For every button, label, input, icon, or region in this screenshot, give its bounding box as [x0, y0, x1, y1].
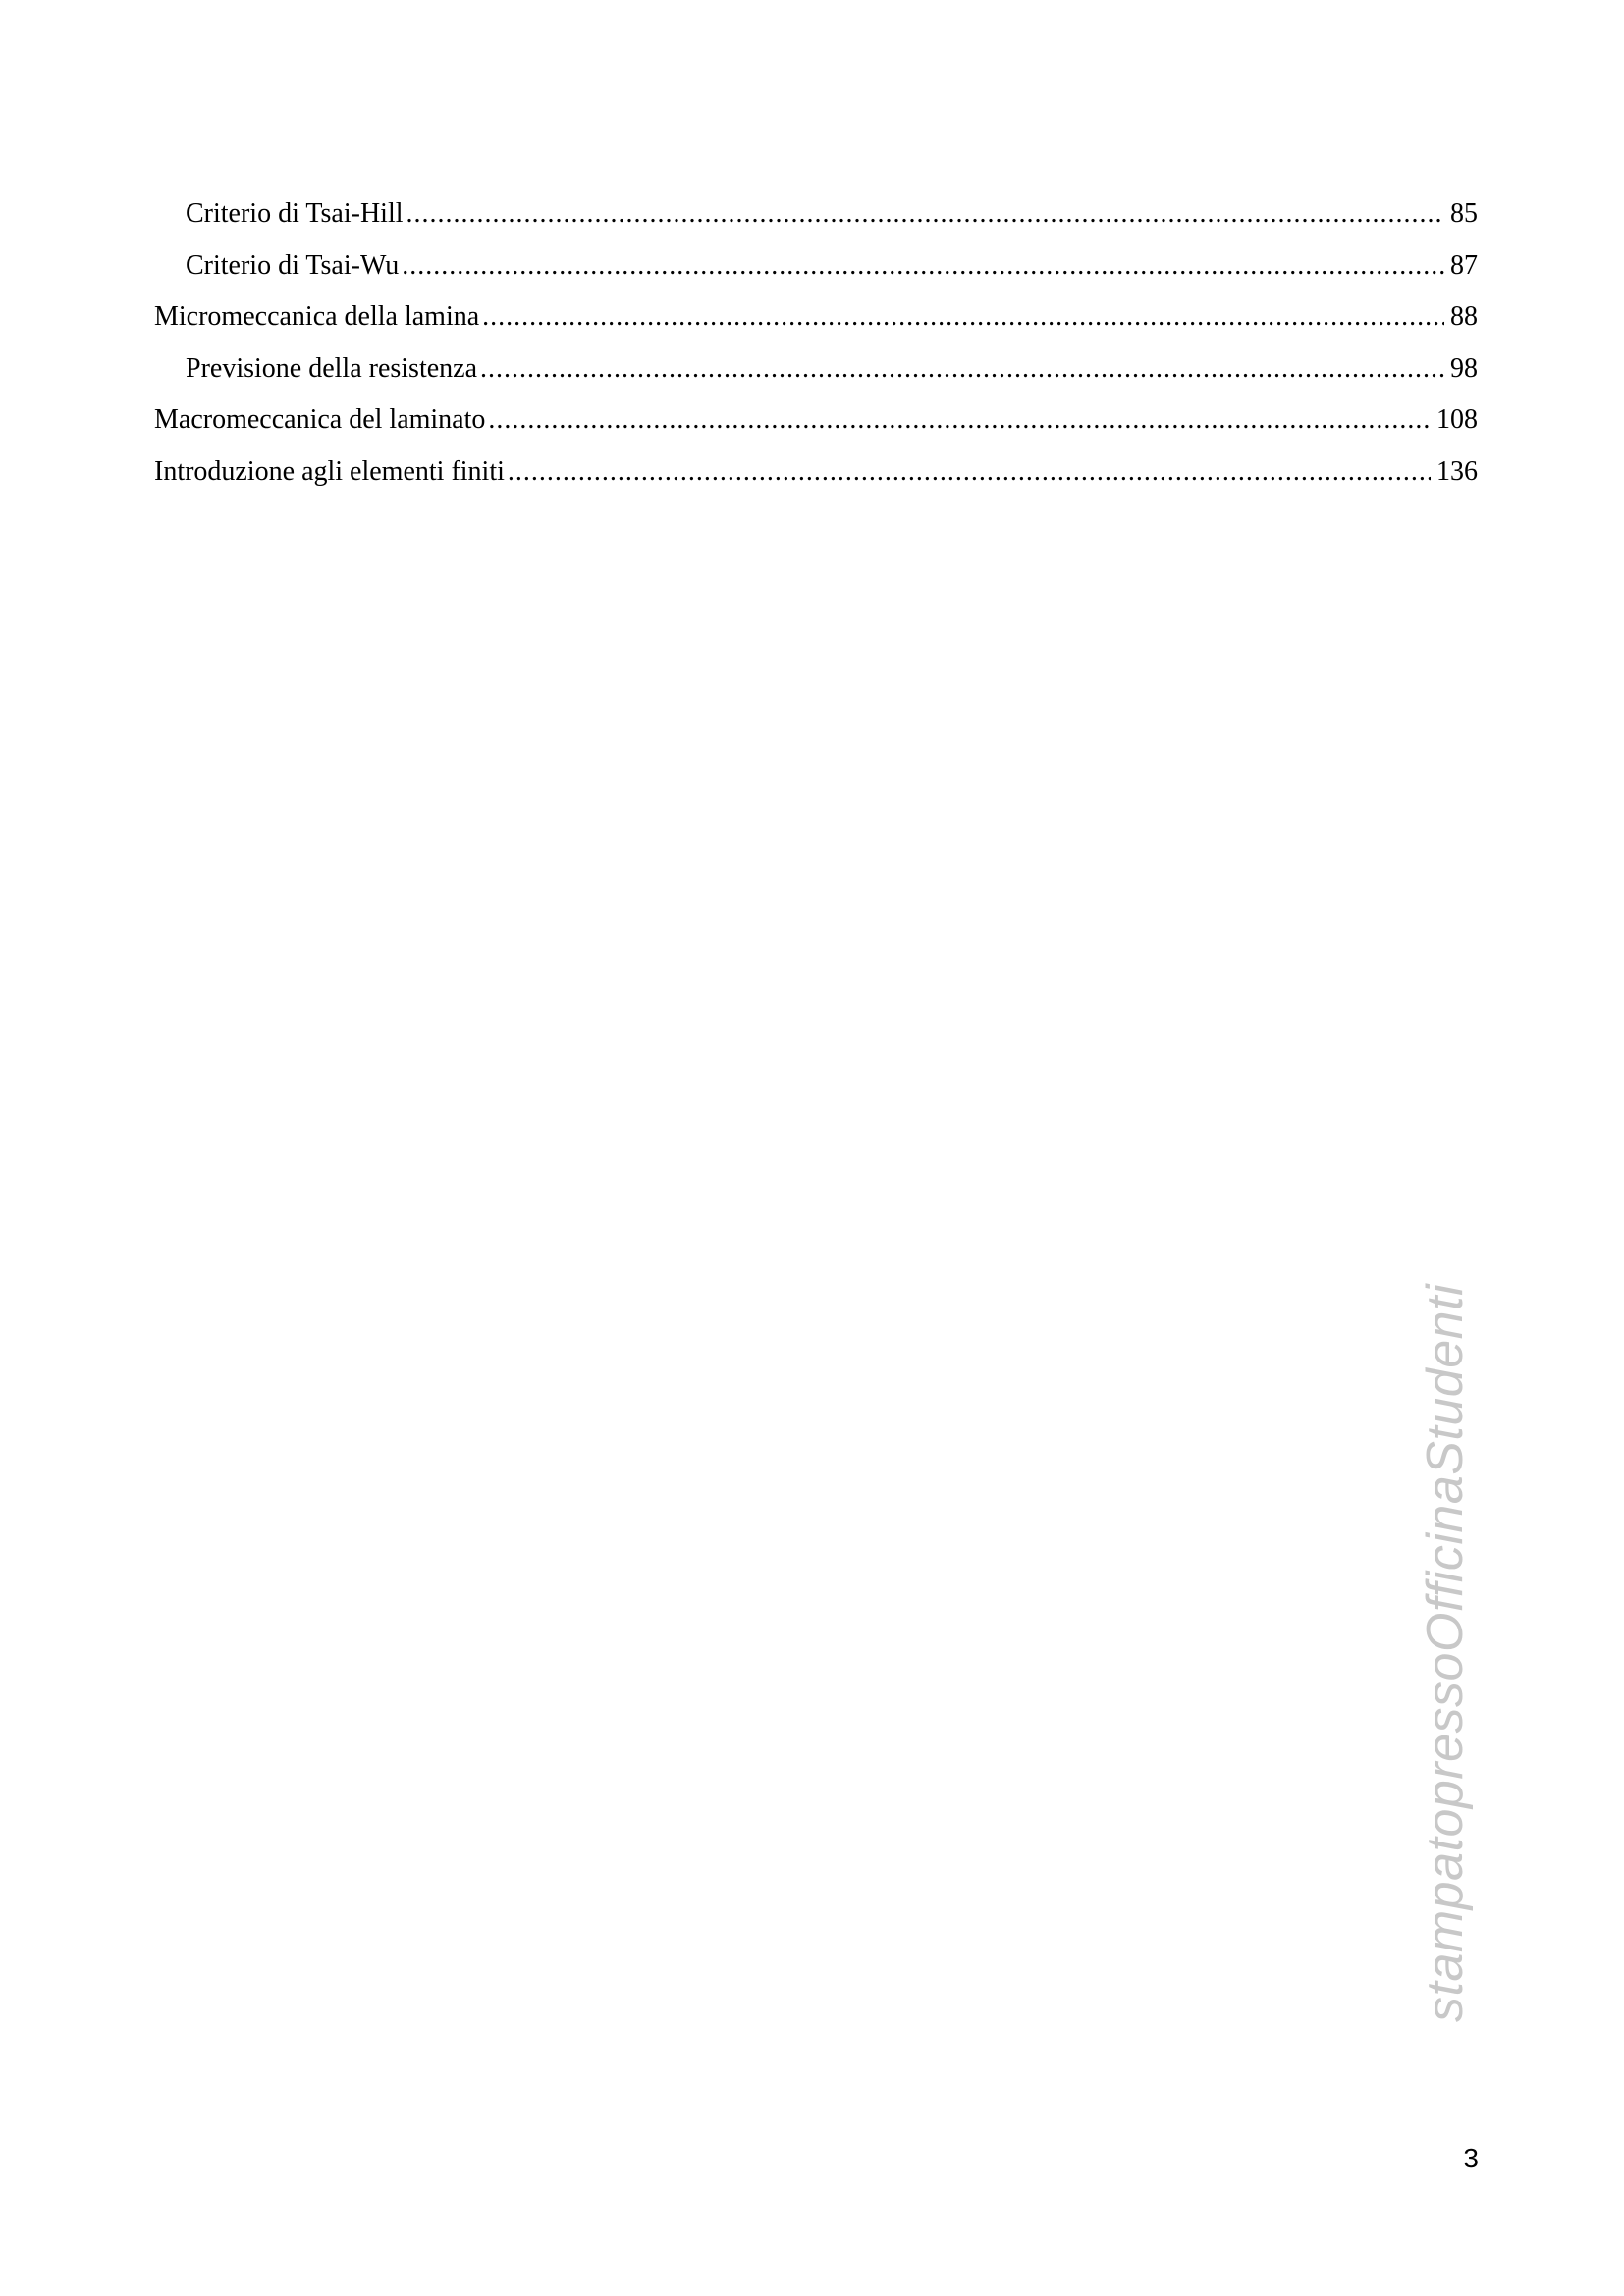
toc-entry-title: Macromeccanica del laminato [154, 404, 486, 435]
toc-entry-page: 98 [1450, 352, 1478, 384]
toc-dot-leader [488, 395, 1431, 447]
toc-dot-leader [480, 344, 1444, 396]
toc-entry-title: Micromeccanica della lamina [154, 301, 480, 332]
toc-entry-macromeccanica[interactable] [154, 395, 1478, 447]
toc-dot-leader [508, 447, 1431, 499]
toc-dot-leader [402, 240, 1444, 293]
toc-entry-previsione-resistenza[interactable] [154, 344, 1478, 396]
toc-entry-elementi-finiti[interactable] [154, 447, 1478, 499]
table-of-contents [154, 188, 1478, 498]
toc-entry-tsai-hill[interactable] [154, 188, 1478, 240]
toc-entry-page: 87 [1450, 249, 1478, 281]
toc-entry-page: 88 [1450, 301, 1478, 332]
toc-entry-page: 136 [1436, 455, 1478, 487]
toc-entry-micromeccanica[interactable] [154, 292, 1478, 344]
toc-entry-page: 85 [1450, 198, 1478, 229]
toc-entry-title: Criterio di Tsai-Wu [186, 249, 400, 281]
watermark-text: stampatopressoOfficinaStudenti [1417, 1283, 1474, 2022]
toc-dot-leader [482, 292, 1444, 344]
toc-entry-title: Criterio di Tsai-Hill [186, 198, 404, 229]
toc-dot-leader [406, 188, 1445, 240]
toc-entry-tsai-wu[interactable] [154, 240, 1478, 293]
toc-entry-title: Previsione della resistenza [186, 352, 478, 384]
toc-entry-page: 108 [1436, 404, 1478, 435]
page-number: 3 [1463, 2143, 1479, 2173]
toc-entry-title: Introduzione agli elementi finiti [154, 455, 505, 487]
